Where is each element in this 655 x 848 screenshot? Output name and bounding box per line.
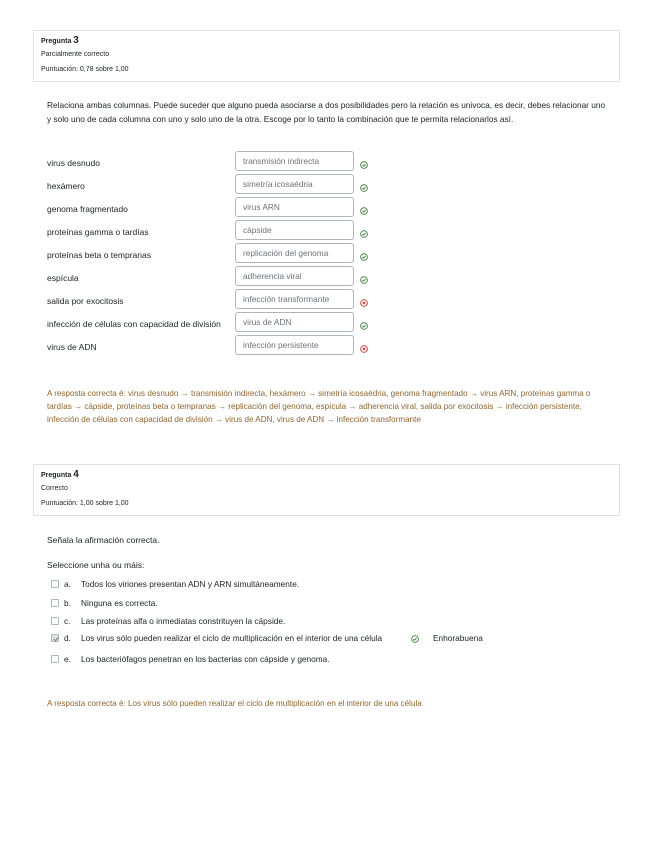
option-text: Los virus sólo pueden realizar el ciclo de multiplicación en el interior de una célula — [81, 633, 383, 643]
question-label: Pregunta — [41, 472, 72, 479]
correct-check-icon — [411, 634, 419, 642]
option-feedback: Enhorabuena — [433, 633, 483, 643]
match-row-label: virus desnudo — [47, 158, 100, 168]
answer-select[interactable]: replicación del genoma — [235, 243, 354, 263]
incorrect-x-icon — [360, 294, 368, 302]
question-grade: Puntuación: 1,00 sobre 1,00 — [41, 500, 129, 507]
answer-select[interactable]: virus de ADN — [235, 312, 354, 332]
option-letter: a. — [64, 579, 71, 589]
correct-check-icon — [360, 248, 368, 256]
question-4-right-answer: A resposta correcta é: Los virus sólo pueden realizar el ciclo de multiplicación en el interior de una célula — [47, 699, 422, 708]
question-4-text: Señala la afirmación correcta. — [47, 535, 160, 545]
question-state: Correcto — [41, 485, 68, 492]
answer-select[interactable]: infección transformante — [235, 289, 354, 309]
option-letter: d. — [64, 633, 71, 643]
correct-check-icon — [360, 156, 368, 164]
match-row-label: proteínas gamma o tardías — [47, 227, 149, 237]
option-text: Los bacteriófagos penetran en los bacterias con cápside y genoma. — [81, 654, 330, 664]
question-number-value: 4 — [73, 469, 79, 480]
option-checkbox[interactable] — [51, 580, 59, 588]
question-number — [41, 469, 612, 481]
question-3-text: Relaciona ambas columnas. Puede suceder que alguno pueda asociarse a dos posibilidades pero la relación es univoca, es decir, debes relacionar uno y solo uno de cada columna con uno y solo uno de la otra. Escoge por lo tanto la combinación que te permita relacionarlos así. — [47, 100, 606, 124]
answer-select[interactable]: transmisión indirecta — [235, 151, 354, 171]
question-number — [41, 35, 612, 47]
match-row-label: hexámero — [47, 181, 85, 191]
option-letter: e. — [64, 654, 71, 664]
incorrect-x-icon — [360, 340, 368, 348]
option-letter: b. — [64, 598, 71, 608]
correct-check-icon — [360, 179, 368, 187]
correct-check-icon — [360, 202, 368, 210]
option-checkbox[interactable] — [51, 617, 59, 625]
match-row-label: espícula — [47, 273, 79, 283]
option-text: Las proteínas alfa o inmediatas constrituyen la cápside. — [81, 616, 286, 626]
match-row-label: virus de ADN — [47, 342, 97, 352]
question-grade: Puntuación: 0,78 sobre 1,00 — [41, 66, 129, 73]
option-text: Ninguna es correcta. — [81, 598, 158, 608]
question-state: Parcialmente correcto — [41, 51, 110, 58]
option-checkbox[interactable] — [51, 655, 59, 663]
answer-select[interactable]: cápside — [235, 220, 354, 240]
question-4-prompt: Seleccione unha ou máis: — [47, 560, 145, 570]
match-row-label: infección de células con capacidad de división — [47, 319, 221, 329]
match-row-label: genoma fragmentado — [47, 204, 128, 214]
question-4-info — [33, 464, 620, 516]
correct-check-icon — [360, 317, 368, 325]
answer-select[interactable]: infección persistente — [235, 335, 354, 355]
answer-select[interactable]: virus ARN — [235, 197, 354, 217]
option-checkbox[interactable] — [51, 599, 59, 607]
option-letter: c. — [64, 616, 71, 626]
match-row — [47, 341, 387, 361]
option-checkbox[interactable] — [51, 634, 59, 642]
match-row-label: salida por exocitosis — [47, 296, 124, 306]
question-3-info — [33, 30, 620, 82]
match-row-label: proteínas beta o tempranas — [47, 250, 151, 260]
question-label: Pregunta — [41, 38, 72, 45]
correct-check-icon — [360, 225, 368, 233]
option-text: Todos los viriones presentan ADN y ARN simultáneamente. — [81, 579, 300, 589]
answer-select[interactable]: adherencia viral — [235, 266, 354, 286]
answer-select[interactable]: simetría icosaédria — [235, 174, 354, 194]
question-3-right-answer: A resposta correcta é: virus desnudo → transmisión indirecta, hexámero → simetría icosaédria, genoma fragmentado → virus ARN, proteínas gamma o tardías → cápside, proteínas beta o tempranas → replicación del genoma, espícula → adherencia viral, salida por exocitosis → infección persistente, infección de células con capacidad de división → virus de ADN, virus de ADN → infección transformante — [47, 389, 591, 424]
question-number-value: 3 — [73, 35, 79, 46]
correct-check-icon — [360, 271, 368, 279]
